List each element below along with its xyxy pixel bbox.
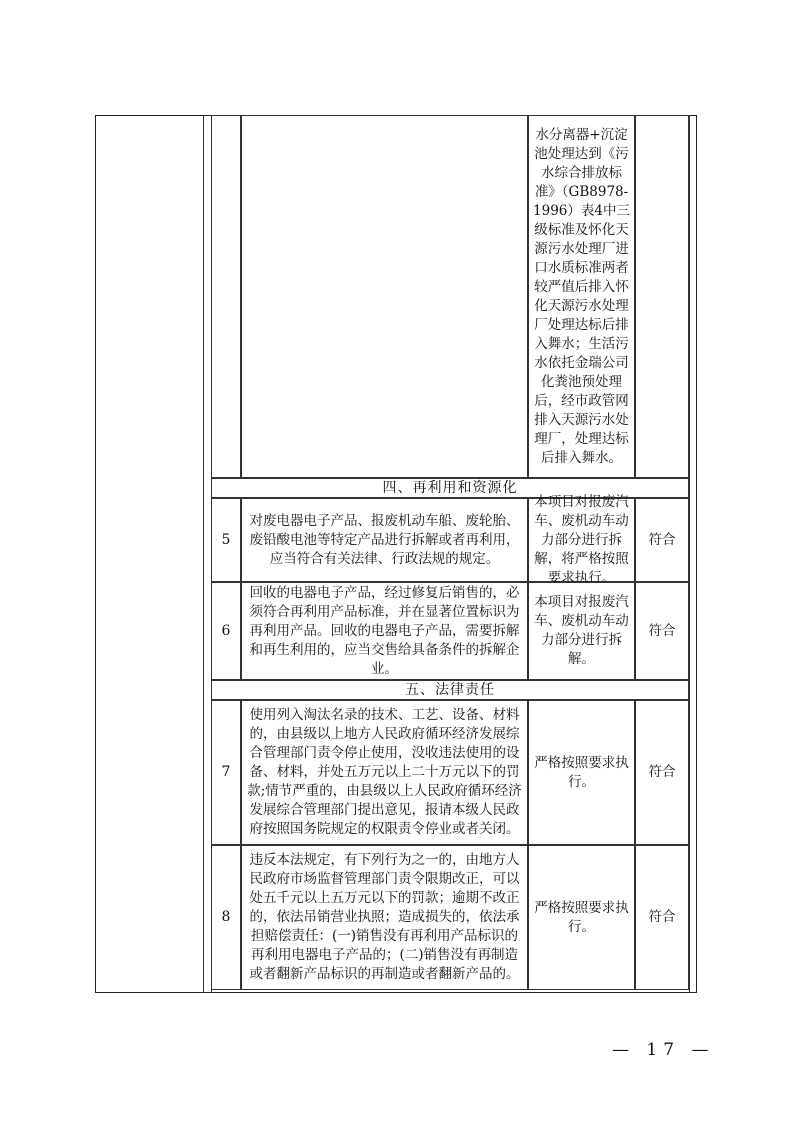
row-8-measure: 严格按照要求执行。 [534,899,629,935]
row-5-requirement: 对废电器电子产品、报废机动车船、废轮胎、废铅酸电池等特定产品进行拆解或者再利用，应当符合有关法律、行政法规的规定。 [249,512,520,567]
row-6-num: 6 [221,622,231,639]
row-7-result: 符合 [648,764,676,780]
section-4-heading: 四、再利用和资源化 [382,479,518,496]
row-5-result: 符合 [648,531,676,548]
row-5-measure: 本项目对报废汽车、废机动车动力部分进行拆解，将严格按照要求执行。 [534,493,629,586]
row-8-requirement: 违反本法规定，有下列行为之一的，由地方人民政府市场监督管理部门责令限期改正，可以处五千元以上五万元以下的罚款；逾期不改正的，依法吊销营业执照；造成损失的，依法承担赔偿责任：(一)销售没有再利用产品标识的再利用电器电子产品的；(二)销售没有再制造或者翻新产品标识的再制造或者翻新产品的。 [249,852,520,982]
row-7-measure: 严格按照要求执行。 [534,754,629,790]
row-5-num: 5 [221,531,231,548]
continued-requirement-cell [241,115,528,478]
row-7-num: 7 [221,764,231,780]
page-number: — 17 — [612,1040,715,1060]
continued-result-cell [635,115,689,478]
row-7-requirement: 使用列入淘汰名录的技术、工艺、设备、材料的，由县级以上地方人民政府循环经济发展综合管理部门责令停止使用，没收违法使用的设备、材料，并处五万元以上二十万元以下的罚款;情节严重的，由县级以上人民政府循环经济发展综合管理部门提出意见，报请本级人民政府按照国务院规定的权限责令停业或者关闭。 [247,707,522,837]
right-column-divider [689,115,690,993]
row-6-result: 符合 [648,622,676,639]
row-6-requirement: 回收的电器电子产品，经过修复后销售的，必须符合再利用产品标准，并在显著位置标识为再利用产品。回收的电器电子产品，需要拆解和再生利用的，应当交售给具备条件的拆解企业。 [249,584,520,677]
outer-column-divider [203,115,204,993]
row-6-measure: 本项目对报废汽车、废机动车动力部分进行拆解。 [534,594,629,667]
section-5-heading: 五、法律责任 [405,681,495,698]
row-8-num: 8 [221,909,231,925]
continued-num-cell [211,115,241,478]
continued-measure-text: 水分离器+沉淀池处理达到《污水综合排放标准》（GB8978-1996）表4中三级标准及怀化天源污水处理厂进口水质标准两者较严值后排入怀化天源污水处理厂处理达标后排入舞水；生活污水依托金瑞公司化粪池预处理后，经市政管网排入天源污水处理厂，处理达标后排入舞水。 [533,126,630,466]
row-8-result: 符合 [648,909,676,925]
